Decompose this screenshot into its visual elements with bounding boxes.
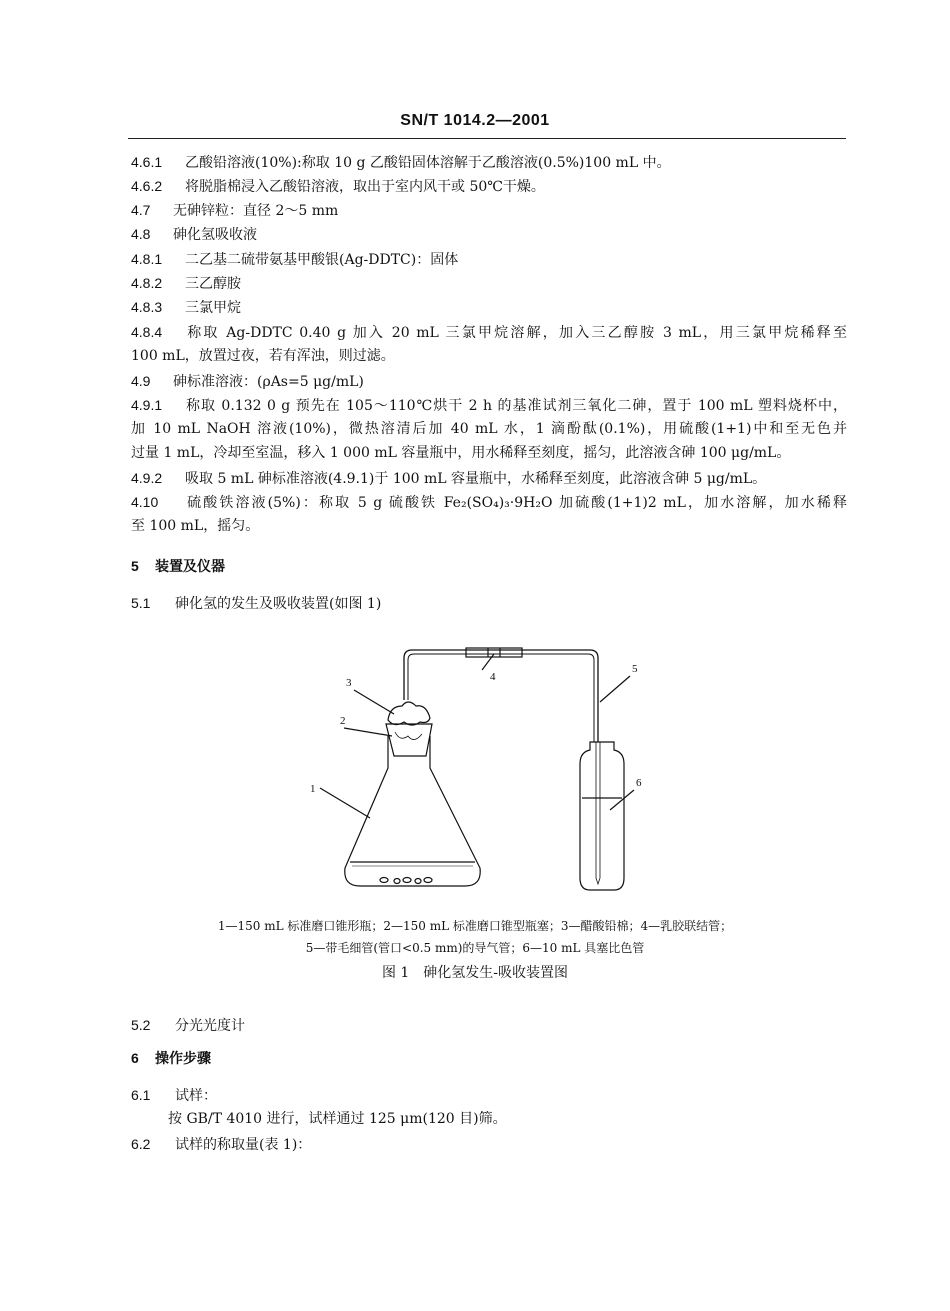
item-4-9-1-cont2: 过量 1 mL，冷却至室温，移入 1 000 mL 容量瓶中，用水稀释至刻度，摇匀，此溶液含砷 100 μg/mL。: [131, 445, 791, 461]
item-4-8: 4.8 砷化氢吸收液: [131, 226, 257, 243]
label-6: 6: [636, 777, 642, 789]
zinc-granules: [380, 878, 432, 884]
item-4-10: 4.10 硫酸铁溶液(5%)：称取 5 g 硫酸铁 Fe₂(SO₄)₃·9H₂O 加硫酸(1+1)2 mL，加水溶解，加水稀释: [131, 494, 847, 511]
item-4-9: 4.9 砷标准溶液：(ρAs=5 μg/mL): [131, 373, 364, 390]
figure-caption-line-1: 1—150 mL 标准磨口锥形瓶；2—150 mL 标准磨口锥型瓶塞；3—醋酸铅棉；4—乳胶联结管；: [217, 919, 733, 933]
gas-delivery-tube: [404, 650, 598, 742]
figure-caption-line-2: 5—带毛细管(管口<0.5 mm)的导气管；6—10 mL 具塞比色管: [305, 941, 645, 955]
label-4: 4: [490, 671, 496, 683]
item-6-1-body: 按 GB/T 4010 进行，试样通过 125 μm(120 目)筛。: [168, 1111, 507, 1127]
label-3: 3: [346, 677, 352, 689]
item-4-9-1-cont1: 加 10 mL NaOH 溶液(10%)，微热溶清后加 40 mL 水，1 滴酚酞(0.1%)，用硫酸(1+1)中和至无色并: [131, 421, 847, 437]
item-6-2: 6.2 试样的称取量(表 1)：: [131, 1136, 312, 1153]
label-1: 1: [310, 783, 316, 795]
item-4-6-1: 4.6.1 乙酸铅溶液(10%):称取 10 g 乙酸铅固体溶解于乙酸溶液(0.5%)100 mL 中。: [131, 154, 671, 171]
section-5-heading: 5 装置及仪器: [131, 558, 225, 575]
item-4-7: 4.7 无砷锌粒：直径 2～5 mm: [131, 202, 339, 219]
figure-title: 图 1 砷化氢发生-吸收装置图: [381, 965, 569, 981]
item-4-6-2: 4.6.2 将脱脂棉浸入乙酸铅溶液，取出于室内风干或 50℃干燥。: [131, 178, 545, 195]
item-4-9-2: 4.9.2 吸取 5 mL 砷标准溶液(4.9.1)于 100 mL 容量瓶中，水稀释至刻度，此溶液含砷 5 μg/mL。: [131, 470, 767, 487]
item-4-10-cont: 至 100 mL，摇匀。: [131, 518, 260, 534]
colorimetric-tube: [580, 742, 624, 890]
item-4-9-1: 4.9.1 称取 0.132 0 g 预先在 105～110℃烘干 2 h 的基准试剂三氧化二砷，置于 100 mL 塑料烧杯中，: [131, 397, 847, 414]
item-4-8-3: 4.8.3 三氯甲烷: [131, 299, 241, 316]
conical-flask: [345, 736, 480, 886]
item-4-8-4-cont: 100 mL，放置过夜，若有浑浊，则过滤。: [131, 348, 395, 364]
item-5-2: 5.2 分光光度计: [131, 1017, 245, 1034]
arsine-apparatus-figure: [300, 640, 680, 910]
label-2: 2: [340, 715, 346, 727]
flask-stopper: [386, 724, 432, 756]
item-4-8-1: 4.8.1 二乙基二硫带氨基甲酸银(Ag-DDTC)：固体: [131, 251, 459, 268]
item-4-8-2: 4.8.2 三乙醇胺: [131, 275, 241, 292]
document-number: SN/T 1014.2—2001: [400, 112, 550, 129]
item-6-1: 6.1 试样：: [131, 1087, 217, 1104]
header-rule: [128, 138, 846, 139]
label-5: 5: [632, 663, 638, 675]
latex-connector: [466, 648, 522, 657]
item-5-1: 5.1 砷化氢的发生及吸收装置(如图 1): [131, 595, 382, 612]
item-4-8-4: 4.8.4 称取 Ag-DDTC 0.40 g 加入 20 mL 三氯甲烷溶解，加入三乙醇胺 3 mL，用三氯甲烷稀释至: [131, 324, 847, 341]
section-6-heading: 6 操作步骤: [131, 1050, 211, 1067]
